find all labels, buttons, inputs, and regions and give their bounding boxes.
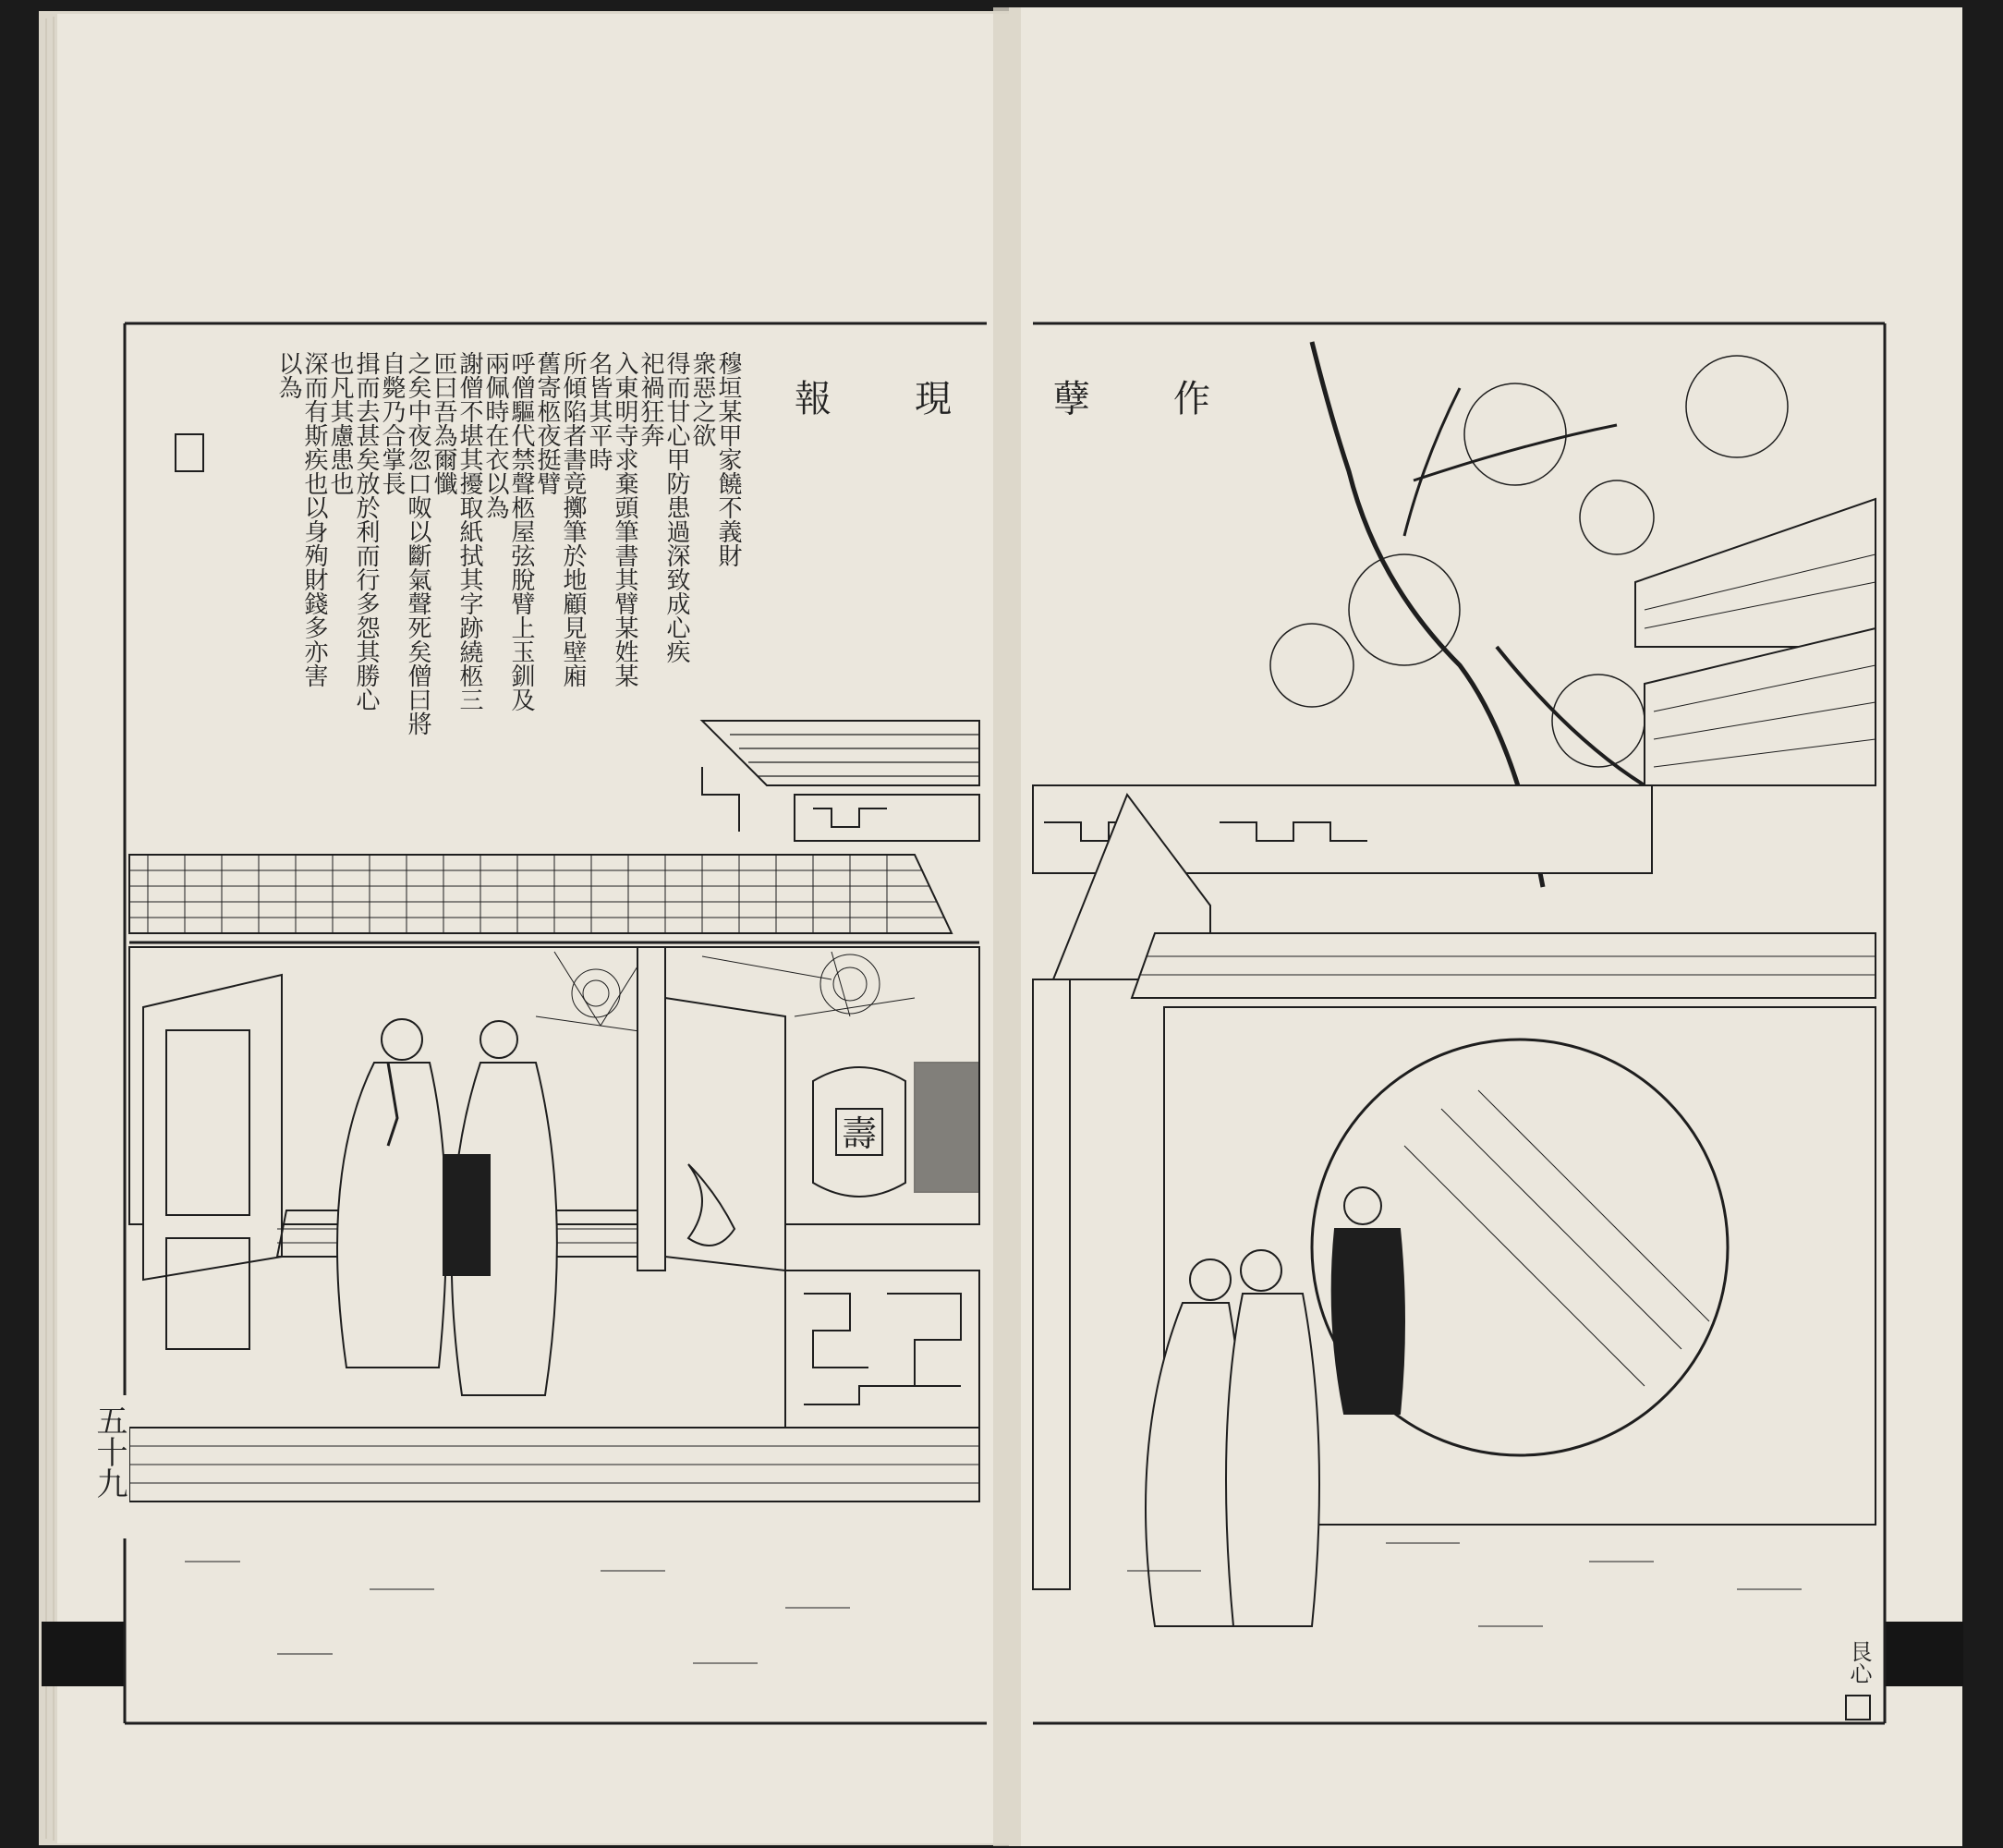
text-column-3: 得而甘心甲防患過深致成心疾 <box>662 351 690 663</box>
text-column-13: 之矣中夜忽口呶以斷氣聲死矣僧曰將 <box>404 351 431 736</box>
text-column-6: 名皆其平時 <box>585 351 613 471</box>
page-number: 五十九 <box>91 1404 127 1499</box>
text-column-14: 自斃乃合掌長 <box>378 351 406 495</box>
gutter-shadow <box>993 7 1021 1846</box>
left-binding-band <box>42 1622 125 1686</box>
right-title-char-1: 作 <box>1173 378 1210 420</box>
right-title-char-2: 孽 <box>1053 378 1090 420</box>
text-column-18: 以為 <box>274 351 302 399</box>
text-column-1: 穆垣某甲家饒不義財 <box>714 351 742 567</box>
text-column-8: 舊寄柩夜挺臂 <box>533 351 561 495</box>
artist-signature: 艮心 <box>1846 1640 1872 1684</box>
text-column-9: 呼僧驅代禁聲柩屋弦脫臂上玉釧及 <box>507 351 535 711</box>
text-column-10: 兩佩時在衣以為 <box>481 351 509 519</box>
shrine-seal-glyph: 壽 <box>841 1113 878 1154</box>
left-title-char-1: 現 <box>915 378 952 420</box>
text-column-4: 祀禍狂奔 <box>637 351 664 447</box>
text-column-16: 也凡其慮患也 <box>326 351 354 495</box>
text-column-2: 衆惡之欲 <box>688 351 716 447</box>
text-column-17: 深而有斯疾也以身殉財錢多亦害 <box>300 351 328 687</box>
figure-monk-2 <box>1226 1250 1319 1626</box>
text-column-5: 入東明寺求棄頭筆書其臂某姓某 <box>611 351 638 687</box>
left-title-char-2: 報 <box>795 378 832 420</box>
text-column-11: 謝僧不堪其擾取紙拭其字跡繞柩三 <box>455 351 483 711</box>
text-column-7: 所傾陷者書竟擲筆於地顧見壁廂 <box>559 351 587 687</box>
text-column-15: 揖而去甚矣放於利而行多怨其勝心 <box>352 351 380 711</box>
text-column-12: 匝曰吾為爾懺 <box>430 351 457 495</box>
right-binding-band <box>1885 1622 1963 1686</box>
